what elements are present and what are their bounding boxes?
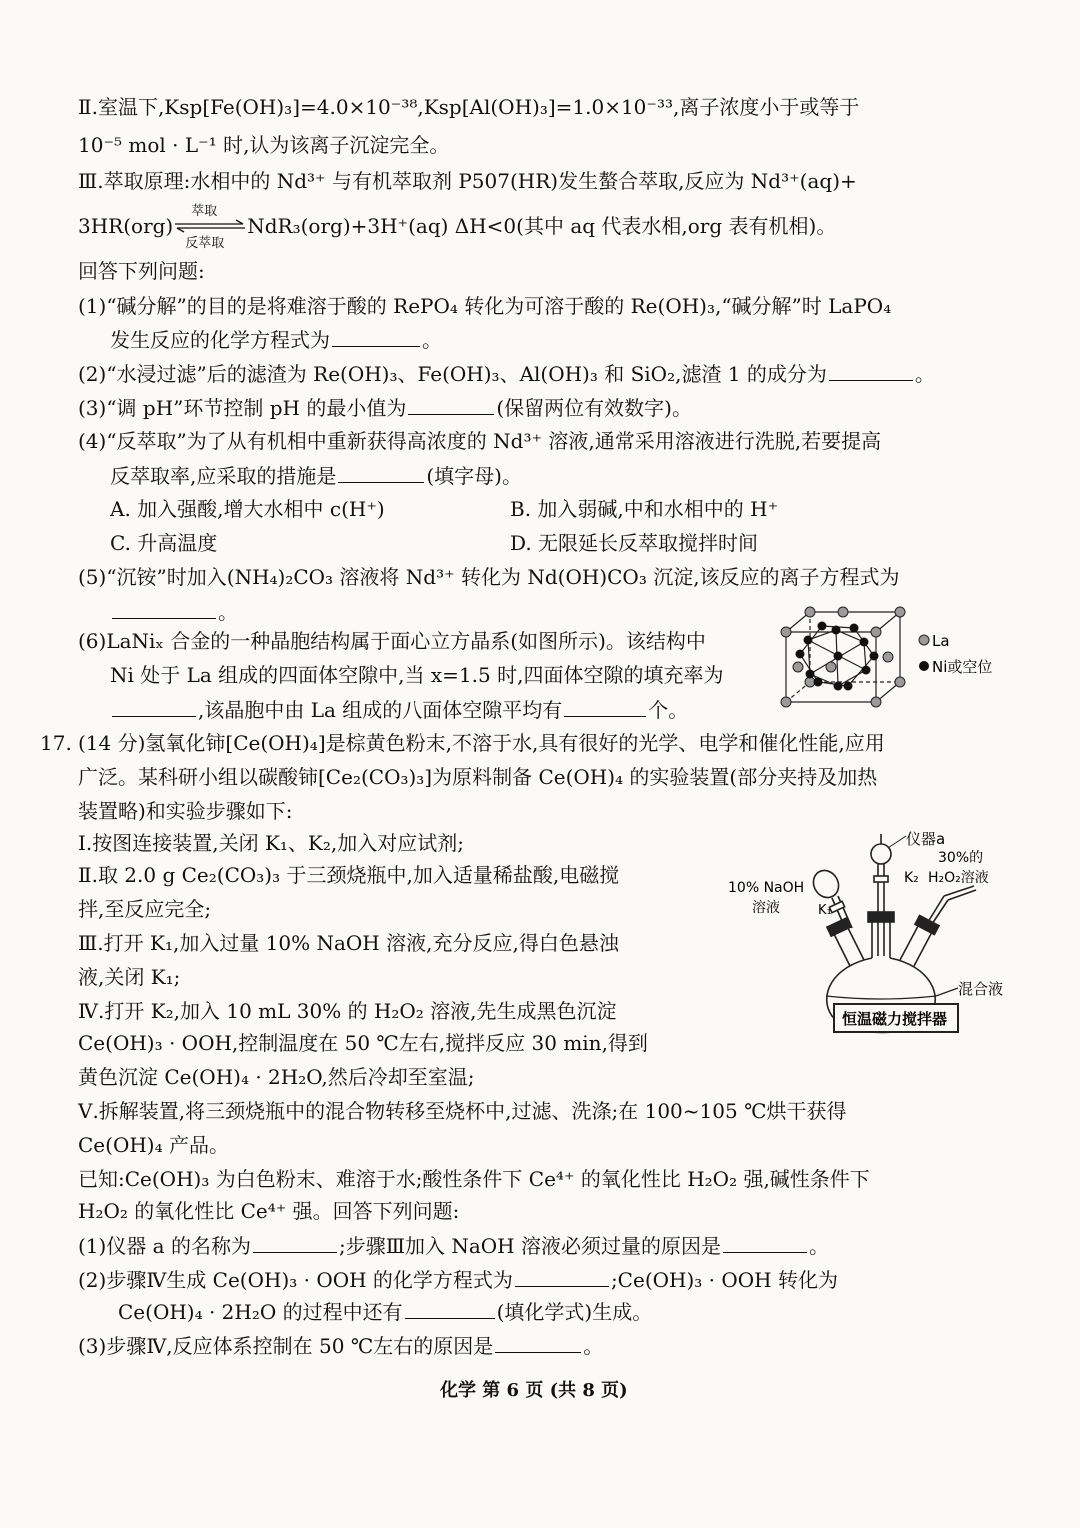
answer-blank: [723, 1232, 807, 1253]
question-17-2-cont: [118, 1298, 652, 1325]
step-2-cont: 拌,至反应完全;: [78, 897, 212, 921]
answer-blank: [564, 696, 646, 717]
option-c: C. 升高温度: [110, 531, 218, 555]
page-footer: 化学 第 6 页 (共 8 页): [440, 1380, 628, 1401]
question-text: 发生反应的化学方程式为: [110, 328, 330, 352]
step-4-cont: Ce(OH)₃ · OOH,控制温度在 50 ℃左右,搅拌反应 30 min,得到: [78, 1031, 648, 1055]
equation-line: [78, 204, 837, 251]
h2o2-label: 30%的: [938, 850, 984, 866]
question-number: 17.: [40, 731, 72, 755]
question-17-stem: 装置略)和实验步骤如下:: [78, 799, 293, 823]
legend-la: La: [932, 632, 950, 650]
reactant-text: 3HR(org): [78, 214, 174, 238]
period: 。: [914, 362, 935, 386]
product-text: NdR₃(org)+3H⁺(aq) ΔH<0(其中 aq 代表水相,org 表有机相)。: [247, 214, 837, 238]
period: 。: [583, 1334, 604, 1358]
question-5-cont: [110, 598, 238, 625]
question-text: ;步骤Ⅲ加入 NaOH 溶液必须过量的原因是: [338, 1234, 721, 1258]
apparatus-figure: [722, 826, 1022, 1042]
question-1: (1)“碱分解”的目的是将难溶于酸的 RePO₄ 转化为可溶于酸的 Re(OH)₃,“碱分解”时 LaPO₄: [78, 294, 892, 318]
question-text: ,该晶胞中由 La 组成的八面体空隙平均有: [198, 698, 563, 722]
period: 。: [422, 328, 442, 352]
question-17-3: [78, 1332, 603, 1359]
question-text: ;Ce(OH)₃ · OOH 转化为: [610, 1268, 838, 1292]
answer-blank: [253, 1232, 337, 1253]
answer-blank: [338, 462, 424, 483]
text-line: 回答下列问题:: [78, 259, 205, 283]
question-2: [78, 360, 935, 387]
stirrer-label: 恒温磁力搅拌器: [842, 1010, 948, 1028]
option-b: B. 加入弱碱,中和水相中的 H⁺: [510, 497, 779, 521]
question-text: (2)步骤Ⅳ生成 Ce(OH)₃ · OOH 的化学方程式为: [78, 1268, 513, 1292]
answer-blank: [408, 394, 494, 415]
answer-blank: [112, 598, 216, 619]
step-3-cont: 液,关闭 K₁;: [78, 965, 181, 989]
answer-blank: [829, 360, 913, 381]
question-text: (填化学式)生成。: [496, 1300, 653, 1324]
step-5-cont: Ce(OH)₄ 产品。: [78, 1133, 229, 1157]
question-6-cont: [110, 696, 688, 723]
question-17-2: [78, 1266, 838, 1293]
option-a: A. 加入强酸,增大水相中 c(H⁺): [110, 497, 385, 521]
k2-label: K₂: [904, 870, 919, 886]
step-4: Ⅳ.打开 K₂,加入 10 mL 30% 的 H₂O₂ 溶液,先生成黑色沉淀: [78, 999, 617, 1023]
known-info: H₂O₂ 的氧化性比 Ce⁴⁺ 强。回答下列问题:: [78, 1199, 460, 1223]
question-4: (4)“反萃取”为了从有机相中重新获得高浓度的 Nd³⁺ 溶液,通常采用溶液进行洗脱,若要提高: [78, 429, 882, 453]
question-17-stem: (14 分)氢氧化铈[Ce(OH)₄]是棕黄色粉末,不溶于水,具有很好的光学、电学和催化性能,应用: [78, 731, 885, 755]
step-5: Ⅴ.拆解装置,将三颈烧瓶中的混合物转移至烧杯中,过滤、洗涤;在 100~105 ℃烘干获得: [78, 1099, 847, 1123]
naoh-label: 溶液: [752, 900, 780, 916]
arrow-top-label: 萃取: [191, 204, 218, 219]
step-3: Ⅲ.打开 K₁,加入过量 10% NaOH 溶液,充分反应,得白色悬浊: [78, 931, 619, 955]
h2o2-label: H₂O₂溶液: [928, 870, 989, 886]
mixture-label: 混合液: [958, 980, 1004, 998]
text-line: 10⁻⁵ mol · L⁻¹ 时,认为该离子沉淀完全。: [78, 133, 450, 157]
crystal-cell-figure: [778, 590, 1018, 710]
question-text: 个。: [648, 698, 689, 722]
known-info: 已知:Ce(OH)₃ 为白色粉末、难溶于水;酸性条件下 Ce⁴⁺ 的氧化性比 H₂O₂ 强,碱性条件下: [78, 1167, 870, 1191]
text-line: Ⅲ.萃取原理:水相中的 Nd³⁺ 与有机萃取剂 P507(HR)发生螯合萃取,反应为 Nd³⁺(aq)+: [78, 169, 857, 193]
equilibrium-arrow: [173, 204, 247, 251]
ni-legend-icon: [919, 661, 929, 671]
question-text: (2)“水浸过滤”后的滤渣为 Re(OH)₃、Fe(OH)₃、Al(OH)₃ 和 SiO₂,滤渣 1 的成分为: [78, 362, 827, 386]
question-5: (5)“沉铵”时加入(NH₄)₂CO₃ 溶液将 Nd³⁺ 转化为 Nd(OH)CO₃ 沉淀,该反应的离子方程式为: [78, 565, 900, 589]
question-4-cont: [110, 462, 522, 489]
period: 。: [218, 600, 238, 624]
legend-ni: Ni或空位: [932, 658, 993, 676]
question-6: (6)LaNiₓ 合金的一种晶胞结构属于面心立方晶系(如图所示)。该结构中: [78, 629, 706, 653]
la-legend-icon: [919, 635, 929, 645]
question-text: (3)“调 pH”环节控制 pH 的最小值为: [78, 396, 407, 420]
question-text: (1)仪器 a 的名称为: [78, 1234, 251, 1258]
answer-blank: [332, 326, 420, 347]
instrument-a-label: 仪器a: [906, 830, 946, 848]
naoh-label: 10% NaOH: [728, 880, 805, 896]
question-3: [78, 394, 692, 421]
question-17-1: [78, 1232, 829, 1259]
question-text: (保留两位有效数字)。: [496, 396, 692, 420]
question-text: Ce(OH)₄ · 2H₂O 的过程中还有: [118, 1300, 403, 1324]
answer-blank: [495, 1332, 581, 1353]
answer-blank: [515, 1266, 609, 1287]
k1-label: K₁: [818, 903, 832, 918]
question-text: (3)步骤Ⅳ,反应体系控制在 50 ℃左右的原因是: [78, 1334, 494, 1358]
step-4-cont: 黄色沉淀 Ce(OH)₄ · 2H₂O,然后冷却至室温;: [78, 1065, 475, 1089]
period: 。: [808, 1234, 829, 1258]
question-text: 反萃取率,应采取的措施是: [110, 464, 337, 488]
answer-blank: [112, 696, 196, 717]
text-line: Ⅱ.室温下,Ksp[Fe(OH)₃]=4.0×10⁻³⁸,Ksp[Al(OH)₃]=1.0×10⁻³³,离子浓度小于或等于: [78, 95, 860, 119]
answer-blank: [405, 1298, 495, 1319]
step-2: Ⅱ.取 2.0 g Ce₂(CO₃)₃ 于三颈烧瓶中,加入适量稀盐酸,电磁搅: [78, 863, 620, 887]
step-1: Ⅰ.按图连接装置,关闭 K₁、K₂,加入对应试剂;: [78, 831, 464, 855]
option-d: D. 无限延长反萃取搅拌时间: [510, 531, 759, 555]
question-text: (填字母)。: [426, 464, 522, 488]
question-17-stem: 广泛。某科研小组以碳酸铈[Ce₂(CO₃)₃]为原料制备 Ce(OH)₄ 的实验装置(部分夹持及加热: [78, 765, 878, 789]
question-6-cont: Ni 处于 La 组成的四面体空隙中,当 x=1.5 时,四面体空隙的填充率为: [110, 663, 724, 687]
question-1-cont: [110, 326, 442, 353]
arrow-bottom-label: 反萃取: [185, 236, 225, 251]
